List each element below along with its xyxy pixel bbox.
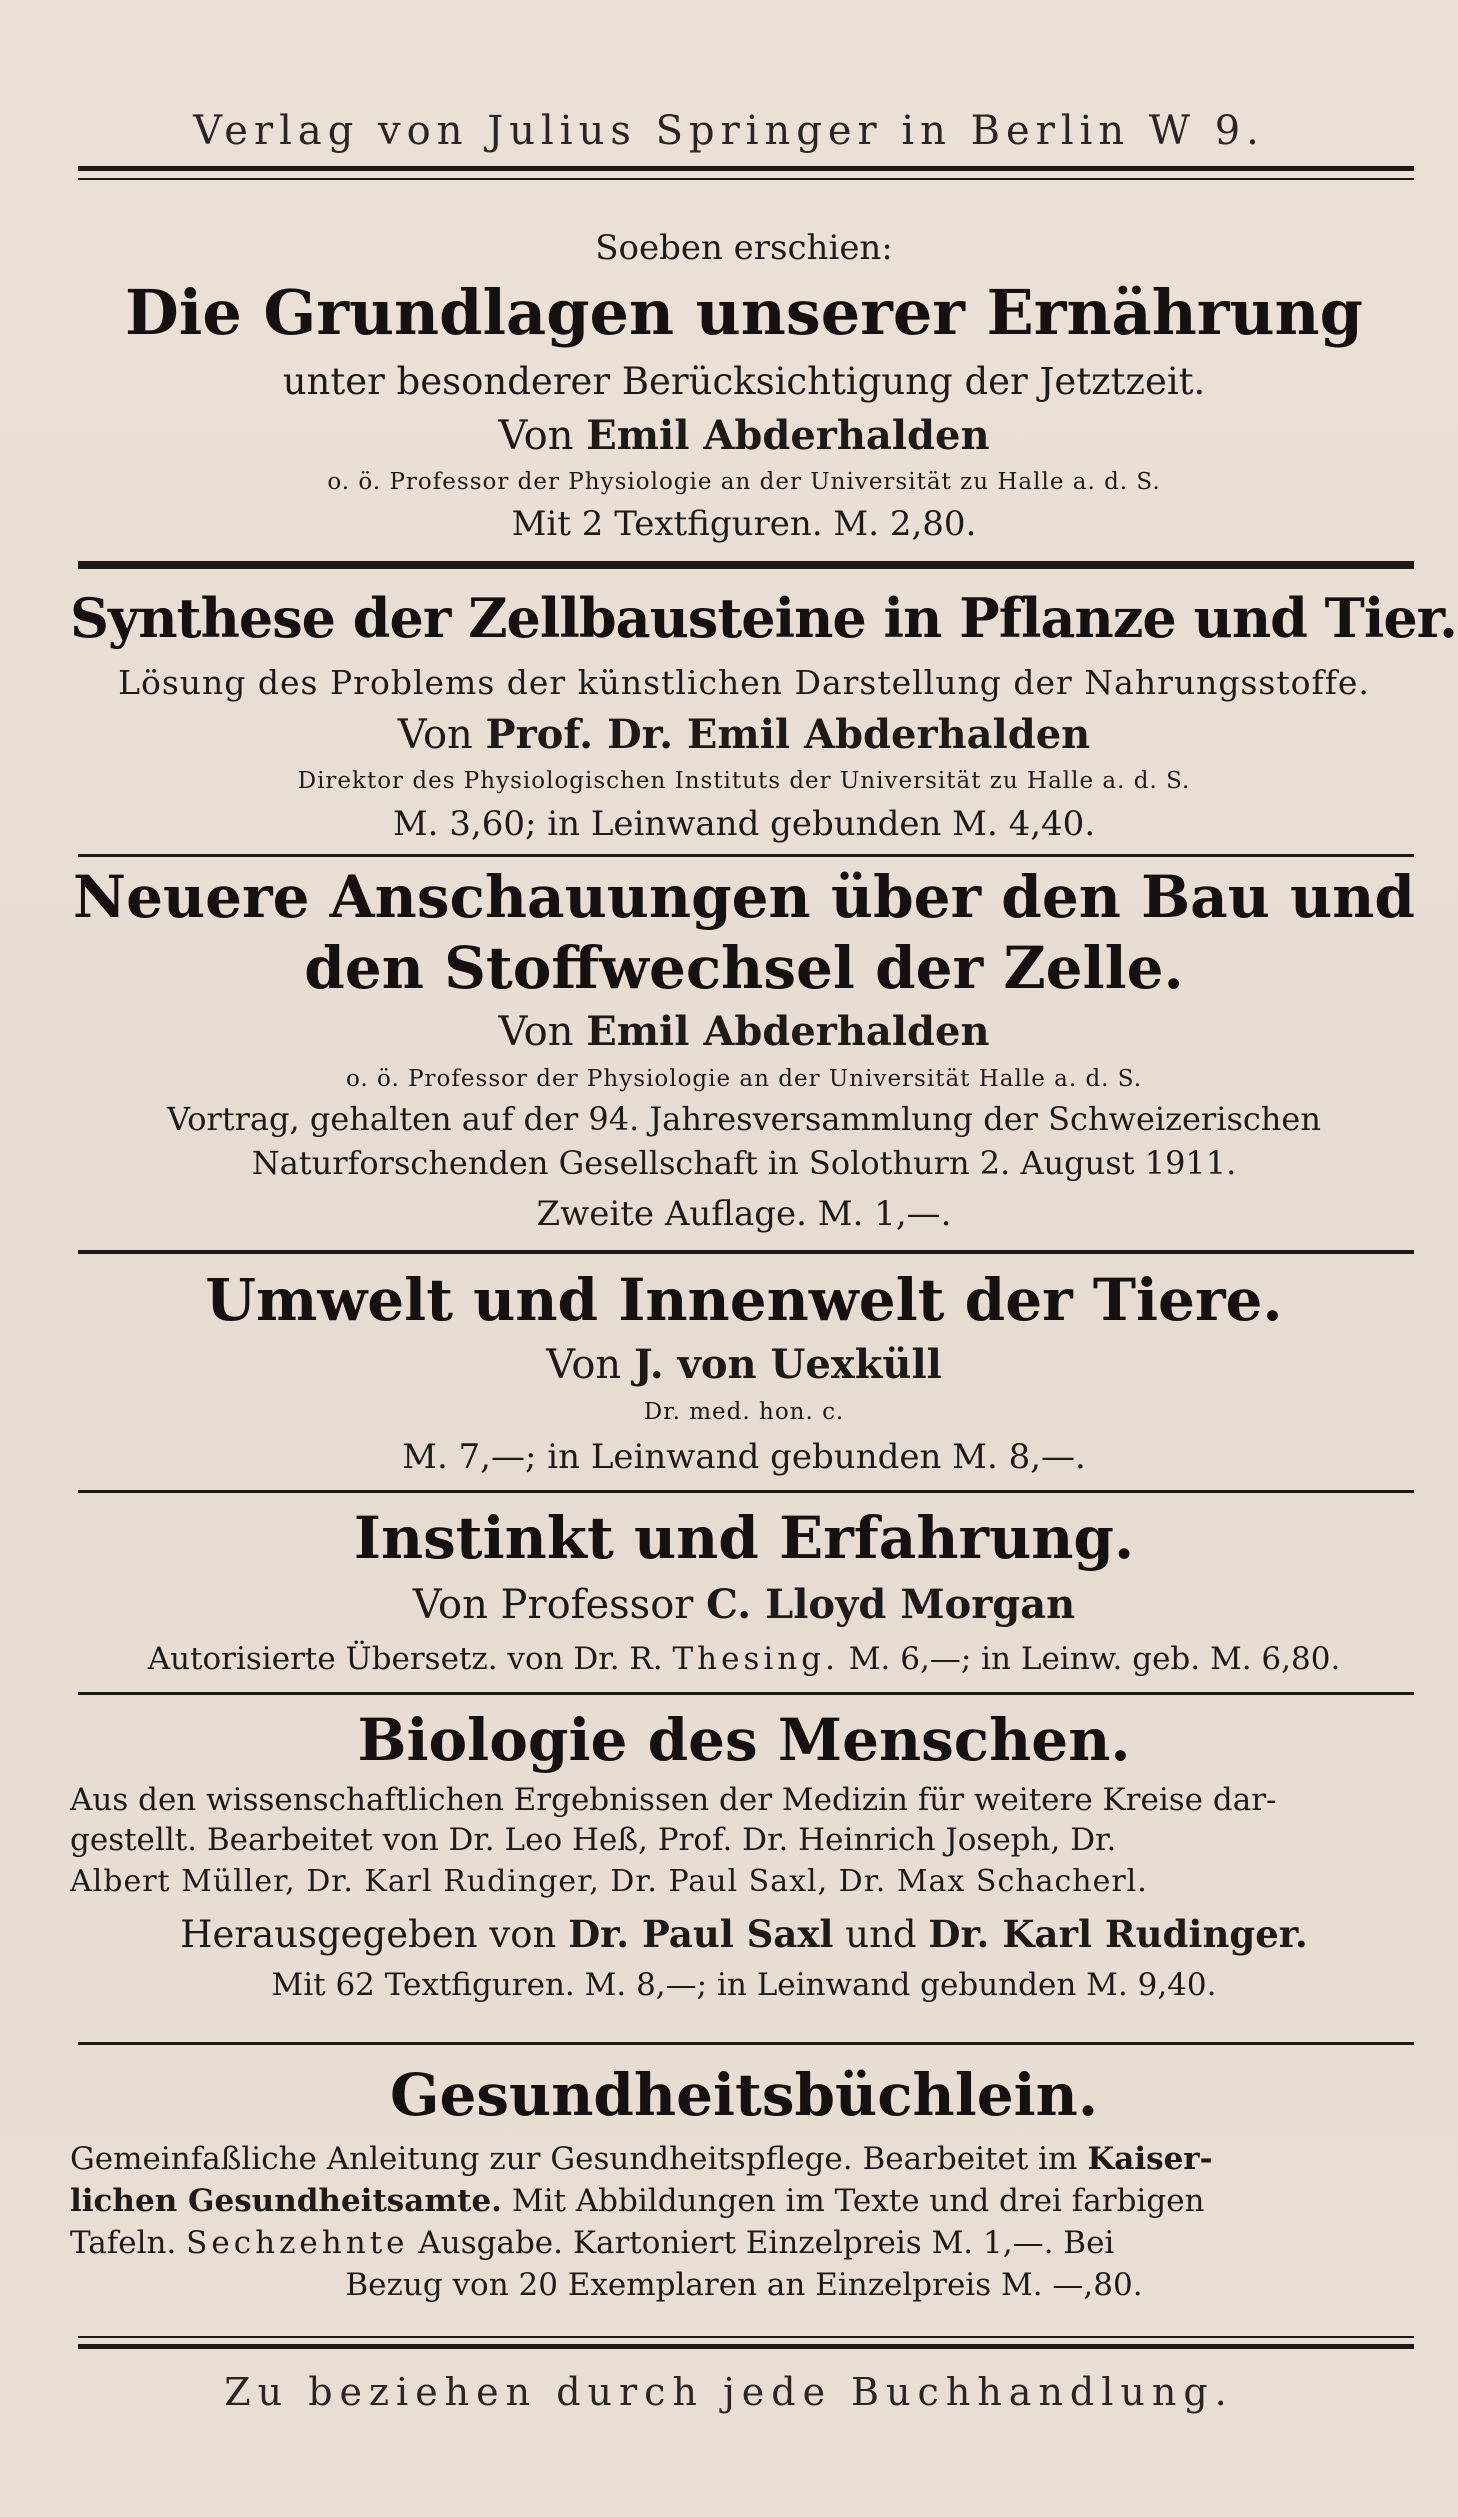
desc-text: Ausgabe. Kartoniert Einzelpreis M. 1,—. Bei — [418, 2225, 1115, 2261]
divider-rule — [78, 1250, 1414, 1254]
ad-desc-line3: Albert Müller, Dr. Karl Rudinger, Dr. Paul Saxl, Dr. Max Schacherl. — [70, 1864, 1148, 1899]
ad-intro: Soeben erschien: — [595, 228, 893, 268]
divider-rule — [78, 2042, 1414, 2045]
ad-note-line1: Vortrag, gehalten auf der 94. Jahresversammlung der Schweizerischen — [167, 1100, 1321, 1138]
editors-and: und — [845, 1913, 917, 1956]
author-prefix: Von — [546, 1342, 622, 1388]
author-title: o. ö. Professor der Physiologie an der Universität zu Halle a. d. S. — [327, 469, 1161, 495]
ad-author-line — [70, 1338, 1418, 1392]
divider-rule — [78, 1692, 1414, 1695]
divider-rule — [78, 1490, 1414, 1493]
editor-name: Dr. Karl Rudinger. — [928, 1912, 1308, 1956]
desc-text: Gemeinfaßliche Anleitung zur Gesundheitspflege. Bearbeitet im — [70, 2141, 1078, 2177]
ad-title: Biologie des Menschen. — [357, 1706, 1131, 1774]
price-prefix: Autorisierte Übersetz. von Dr. R. — [147, 1641, 663, 1677]
ad-price: M. 3,60; in Leinwand gebunden M. 4,40. — [392, 804, 1096, 844]
ad-desc-line1: Aus den wissenschaftlichen Ergebnissen der Medizin für weitere Kreise dar- — [70, 1782, 1277, 1818]
ad-title-line1: Neuere Anschauungen über den Bau und — [73, 863, 1415, 931]
footer-note: Zu beziehen durch jede Buchhandlung. — [224, 2370, 1234, 2414]
ad-title: Umwelt und Innenwelt der Tiere. — [205, 1266, 1283, 1334]
ad-biologie-menschen — [70, 1700, 1418, 2008]
ad-title-line2: den Stoffwechsel der Zelle. — [304, 934, 1184, 1002]
author-title: Direktor des Physiologischen Instituts der Universität zu Halle a. d. S. — [297, 768, 1191, 794]
ad-desc-line4: Bezug von 20 Exemplaren an Einzelpreis M. —,80. — [345, 2267, 1143, 2303]
desc-text: Mit Abbildungen im Texte und drei farbigen — [511, 2183, 1205, 2219]
divider-rule — [78, 561, 1414, 569]
author-prefix: Von — [498, 413, 574, 459]
ad-author-line — [70, 410, 1418, 462]
ad-grundlagen-ernaehrung — [70, 228, 1418, 546]
editors-prefix: Herausgegeben von — [180, 1913, 557, 1956]
ad-desc-line3 — [70, 2222, 1418, 2264]
author-name: Emil Abderhalden — [586, 412, 990, 459]
ad-title: Gesundheitsbüchlein. — [389, 2061, 1099, 2129]
author-name: Prof. Dr. Emil Abderhalden — [485, 711, 1091, 758]
author-name: C. Lloyd Morgan — [706, 1581, 1076, 1628]
ad-neuere-anschauungen — [70, 862, 1418, 1238]
ad-price: M. 7,—; in Leinwand gebunden M. 8,—. — [402, 1437, 1086, 1477]
ad-editors-line — [70, 1906, 1418, 1962]
ad-price: M. 6,—; in Leinw. geb. M. 6,80. — [848, 1641, 1341, 1677]
footer-rule-thin — [78, 2336, 1414, 2338]
ad-author-line — [70, 1576, 1418, 1634]
ad-synthese-zellbausteine — [70, 578, 1457, 848]
ad-price: Zweite Auflage. M. 1,—. — [536, 1194, 952, 1234]
ad-price: Mit 2 Textfiguren. M. 2,80. — [511, 504, 977, 544]
ad-price: Mit 62 Textfiguren. M. 8,—; in Leinwand gebunden M. 9,40. — [271, 1967, 1217, 2003]
header-rule-thin — [78, 178, 1414, 180]
edition: Sechzehnte — [186, 2225, 409, 2261]
desc-bold: lichen Gesundheitsamte. — [70, 2183, 502, 2219]
author-prefix: Von — [498, 1009, 574, 1055]
ad-title: Synthese der Zellbausteine in Pflanze und Tier. — [70, 586, 1457, 650]
divider-rule — [78, 854, 1414, 857]
author-title: Dr. med. hon. c. — [643, 1399, 845, 1425]
desc-text: Tafeln. — [70, 2225, 177, 2261]
editor-name: Dr. Paul Saxl — [568, 1912, 834, 1956]
translator: Thesing. — [672, 1641, 839, 1677]
author-prefix: Von — [397, 712, 473, 758]
publisher-header: Verlag von Julius Springer in Berlin W 9. — [193, 108, 1265, 154]
ad-author-line — [70, 708, 1418, 762]
ad-desc-line2: gestellt. Bearbeitet von Dr. Leo Heß, Prof. Dr. Heinrich Joseph, Dr. — [70, 1822, 1117, 1858]
ad-price-line — [70, 1634, 1418, 1684]
desc-bold: Kaiser- — [1087, 2141, 1213, 2177]
ad-subtitle: unter besonderer Berücksichtigung der Jetztzeit. — [282, 360, 1206, 403]
author-name: Emil Abderhalden — [586, 1008, 990, 1055]
author-title: o. ö. Professor der Physiologie an der Universität Halle a. d. S. — [345, 1066, 1143, 1092]
ad-desc-line1 — [70, 2138, 1418, 2180]
ad-note-line2: Naturforschenden Gesellschaft in Solothurn 2. August 1911. — [251, 1144, 1237, 1182]
ad-gesundheitsbuechlein — [70, 2052, 1418, 2306]
ad-title: Die Grundlagen unserer Ernährung — [125, 276, 1363, 349]
ad-author-line — [70, 1004, 1418, 1060]
header-rule-thick — [78, 166, 1414, 171]
ad-instinkt-erfahrung — [70, 1500, 1418, 1684]
ad-umwelt-innenwelt — [70, 1262, 1418, 1482]
author-name: J. von Uexküll — [633, 1341, 942, 1388]
ad-desc-line2 — [70, 2180, 1418, 2222]
ad-subtitle: Lösung des Problems der künstlichen Darstellung der Nahrungsstoffe. — [118, 663, 1370, 702]
ad-title: Instinkt und Erfahrung. — [353, 1504, 1135, 1572]
footer-rule-thick — [78, 2344, 1414, 2349]
author-prefix: Von Professor — [412, 1582, 694, 1628]
